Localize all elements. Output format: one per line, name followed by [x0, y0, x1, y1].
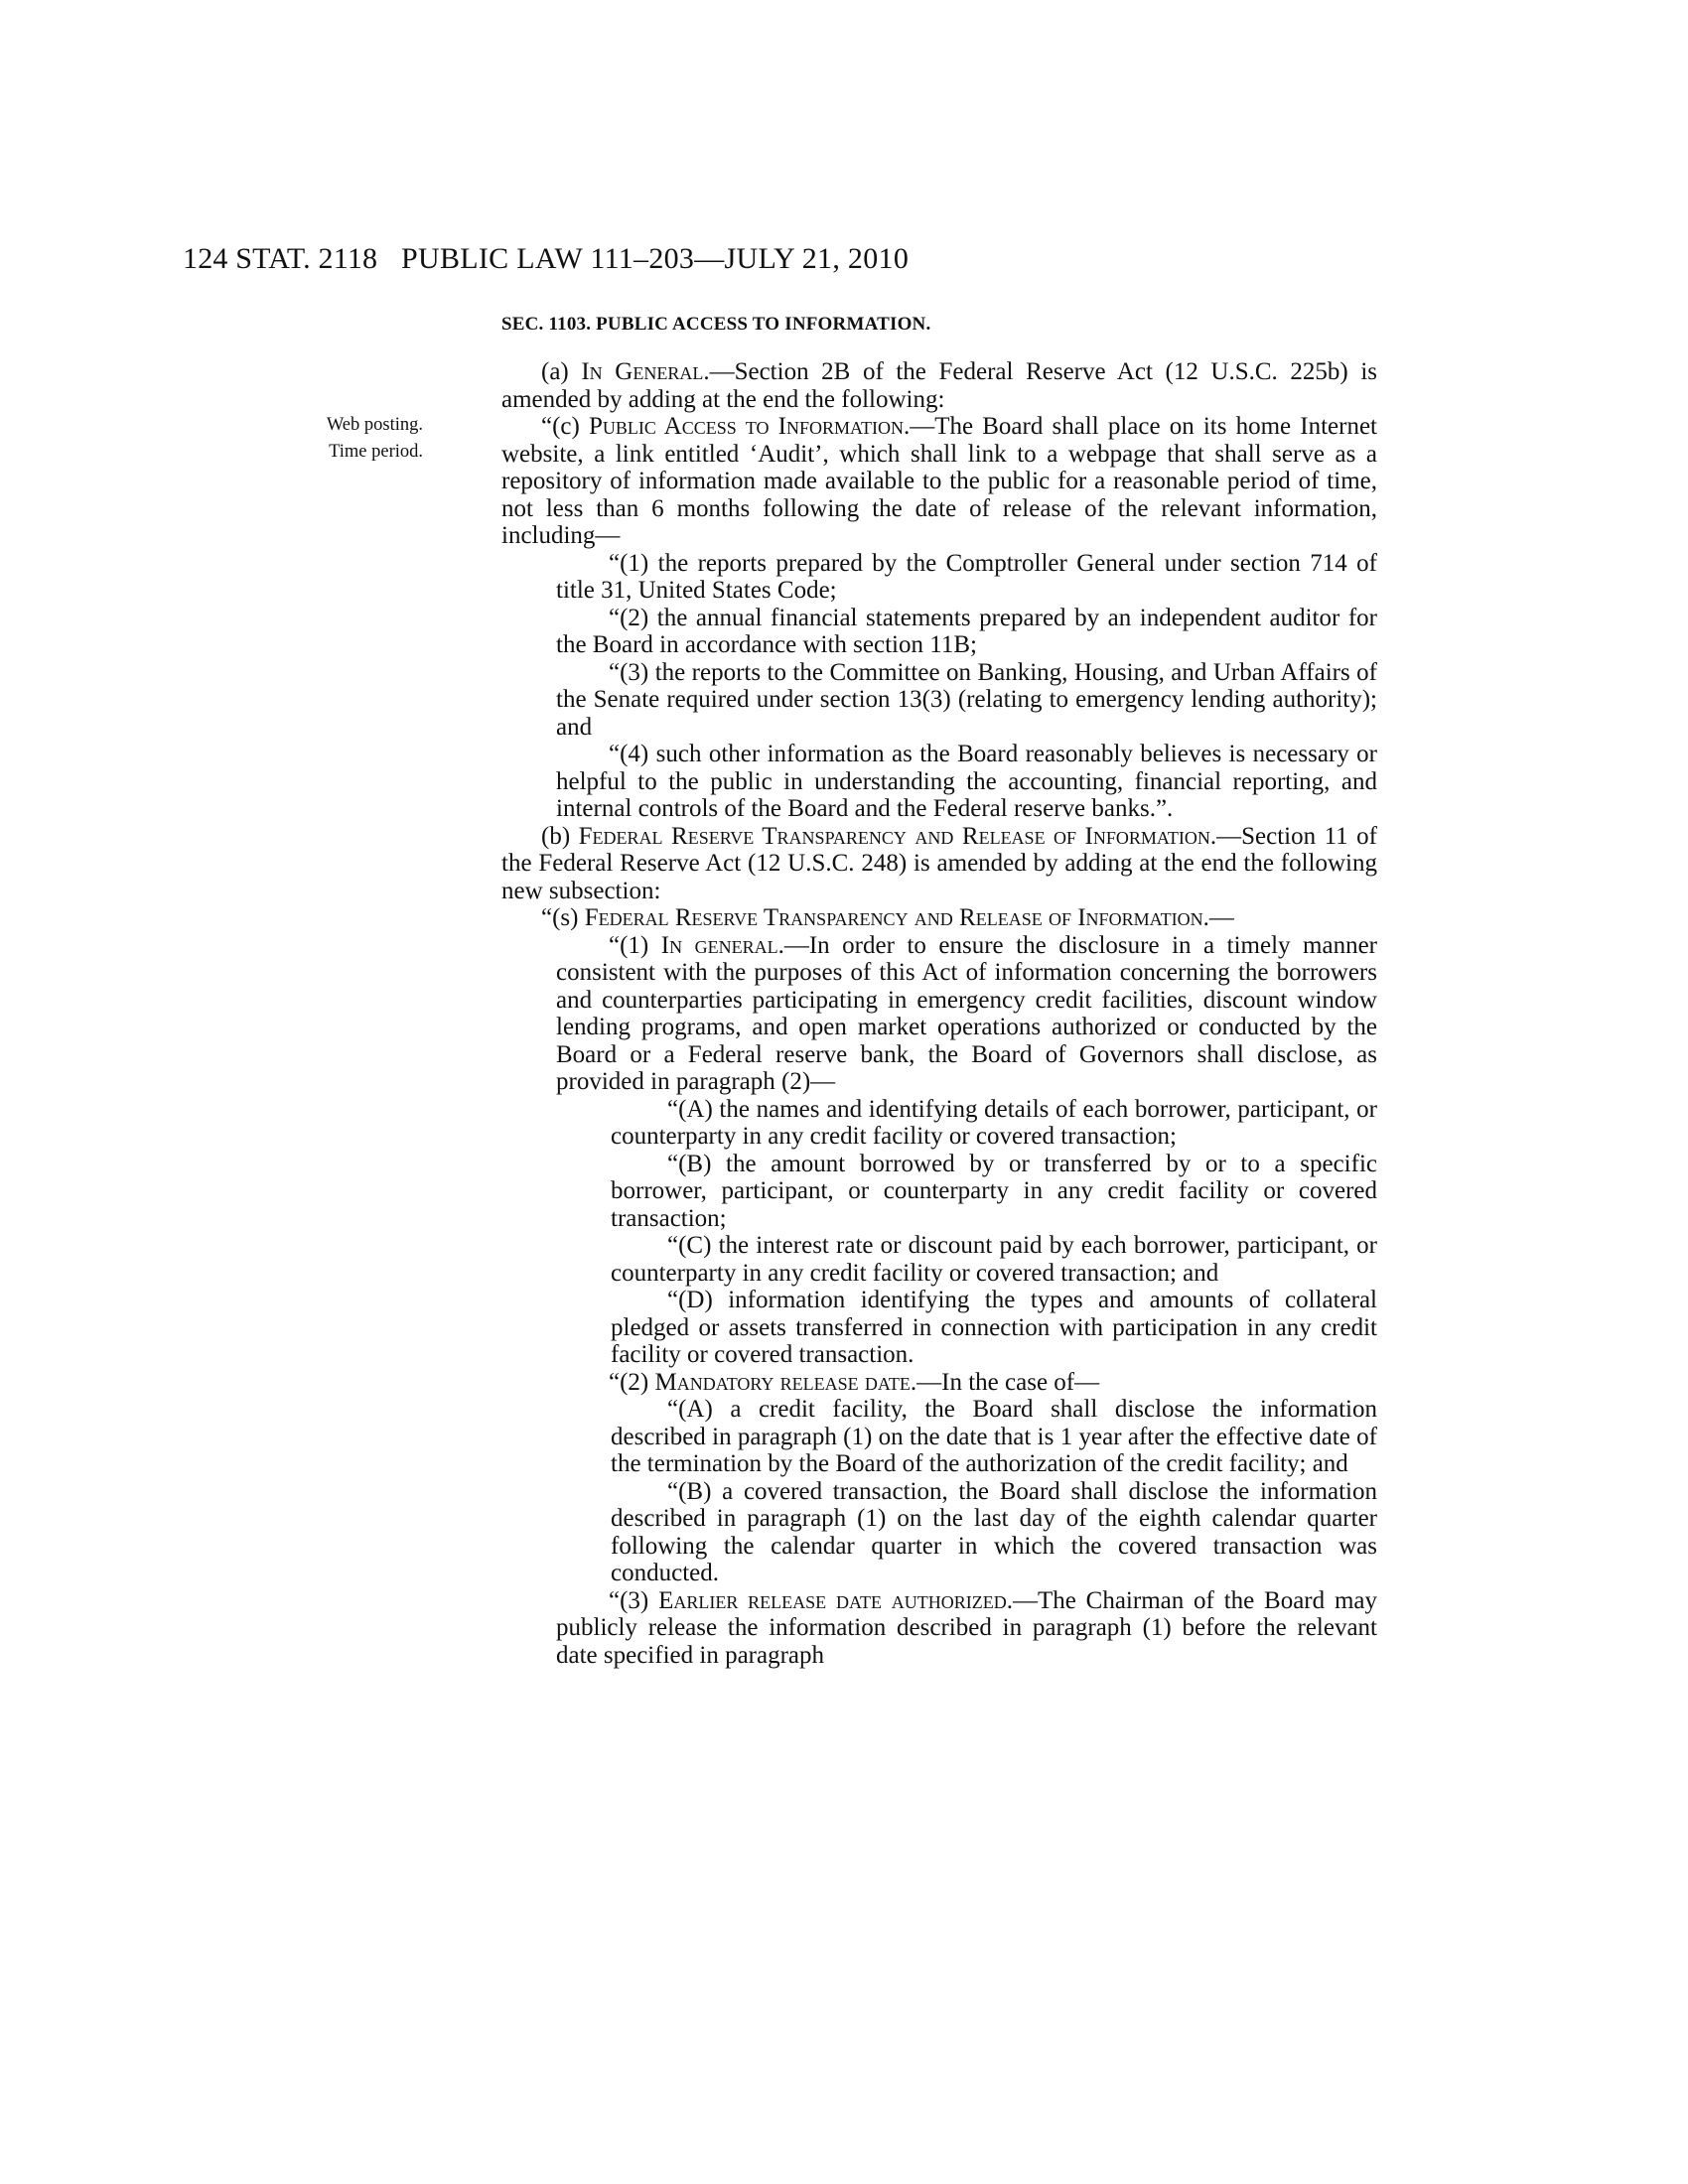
statute-body — [501, 313, 1377, 1669]
subsection-c-caption: Public Access to Information — [588, 413, 904, 440]
subsection-b-caption: Federal Reserve Transparency and Release of Information — [578, 822, 1210, 850]
subsection-s-caption: Federal Reserve Transparency and Release of Information — [584, 904, 1203, 931]
subsection-s-text: .— — [1202, 904, 1234, 931]
paragraph-c3: “(3) the reports to the Committee on Banking, Housing, and Urban Affairs of the Senate required under section 13(3) (relating to emergency lending authority); and — [556, 658, 1377, 741]
paragraph-c1: “(1) the reports prepared by the Comptroller General under section 714 of title 31, United States Code; — [556, 549, 1377, 604]
subsection-c — [501, 413, 1377, 550]
subsection-a-text: .—Section 2B of the Federal Reserve Act (12 U.S.C. 225b) is amended by adding at the end the following: — [501, 358, 1378, 413]
paragraph-s3-label: “(3) — [609, 1586, 659, 1614]
subsection-b-label: (b) — [541, 822, 579, 850]
paragraph-s1-text: .—In order to ensure the disclosure in a timely manner consistent with the purposes of this Act of information concerning the borrowers and counterparties participating in emergency credit facilities, discount window lending programs, and open market operations authorized or conducted by the Board or a Federal reserve bank, the Board of Governors shall disclose, as provided in paragraph (2)— — [556, 931, 1378, 1095]
paragraph-s2-caption: Mandatory release date — [654, 1368, 911, 1396]
subsection-b — [501, 823, 1377, 905]
subparagraph-s2-a: “(A) a credit facility, the Board shall disclose the information described in paragraph (1) on the date that is 1 year after the effective date of the termination by the Board of the authorization of the credit facility; and — [611, 1396, 1377, 1477]
subsection-s-label: “(s) — [541, 904, 585, 931]
subsection-b-text: .—Section 11 of the Federal Reserve Act (12 U.S.C. 248) is amended by adding at the end the following new subsection: — [501, 822, 1377, 904]
subsection-c-text: .—The Board shall place on its home Internet website, a link entitled ‘Audit’, which shall link to a webpage that shall serve as a repository of information made available to the public for a reasonable period of time, not less than 6 months following the date of release of the relevant information, including— — [501, 413, 1377, 549]
subparagraph-s1-c: “(C) the interest rate or discount paid by each borrower, participant, or counterparty in any credit facility or covered transaction; and — [611, 1232, 1377, 1287]
stat-citation: 124 STAT. 2118 — [183, 242, 378, 275]
subsection-a — [501, 358, 1377, 413]
subparagraph-s1-b: “(B) the amount borrowed by or transferred by or to a specific borrower, participant, or counterparty in any credit facility or covered transaction; — [611, 1150, 1377, 1232]
subparagraph-s1-d: “(D) information identifying the types and amounts of collateral pledged or assets transferred in connection with participation in any credit facility or covered transaction. — [611, 1287, 1377, 1368]
paragraph-c2: “(2) the annual financial statements prepared by an independent auditor for the Board in accordance with section 11B; — [556, 604, 1377, 658]
margin-notes — [240, 412, 423, 466]
paragraph-s3-text: .—The Chairman of the Board may publicly release the information described in paragraph (1) before the relevant date specified in paragraph — [556, 1586, 1377, 1669]
paragraph-s1-caption: In general — [660, 931, 778, 959]
paragraph-s3-caption: Earlier release date authorized — [658, 1586, 1007, 1614]
paragraph-s2-label: “(2) — [609, 1368, 655, 1396]
running-head — [183, 242, 1374, 288]
margin-note-web-posting: Web posting. — [326, 415, 423, 435]
subparagraph-s1-a: “(A) the names and identifying details of each borrower, participant, or counterparty in any credit facility or covered transaction; — [611, 1095, 1377, 1150]
subsection-s — [501, 904, 1377, 932]
paragraph-s2-text: .—In the case of— — [910, 1368, 1100, 1396]
section-heading: SEC. 1103. PUBLIC ACCESS TO INFORMATION. — [501, 314, 931, 335]
subsection-a-caption: In General — [581, 358, 704, 385]
paragraph-s1 — [501, 932, 1377, 1096]
paragraph-s1-label: “(1) — [609, 931, 661, 959]
paragraph-s2 — [501, 1369, 1377, 1397]
paragraph-s3 — [501, 1587, 1377, 1670]
subsection-c-label: “(c) — [541, 413, 589, 440]
subparagraph-s2-b: “(B) a covered transaction, the Board shall disclose the information described in paragraph (1) on the last day of the eighth calendar quarter following the calendar quarter in which the covered transaction was conducted. — [611, 1477, 1377, 1586]
subsection-a-label: (a) — [541, 358, 582, 385]
paragraph-c4: “(4) such other information as the Board reasonably believes is necessary or helpful to the public in understanding the accounting, financial reporting, and internal controls of the Board and the Federal reserve banks.”. — [556, 741, 1377, 822]
law-title: PUBLIC LAW 111–203—JULY 21, 2010 — [401, 242, 910, 275]
margin-note-time-period: Time period. — [329, 442, 423, 462]
